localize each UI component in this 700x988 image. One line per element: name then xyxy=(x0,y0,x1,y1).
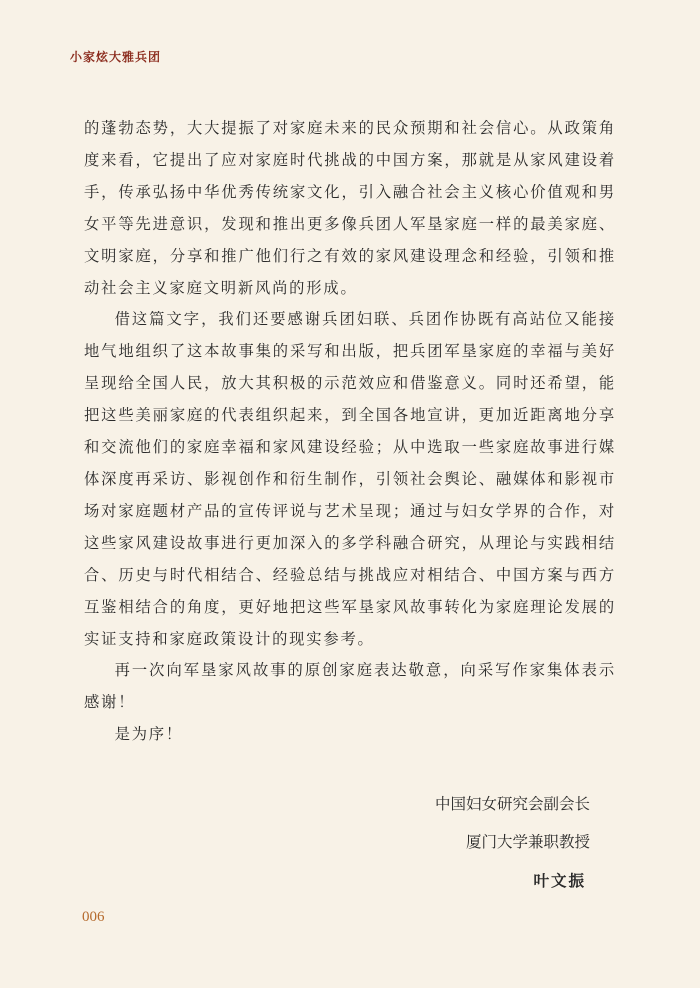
signature-block xyxy=(0,786,590,900)
signature-affiliation: 厦门大学兼职教授 xyxy=(465,834,590,851)
paragraph-continuation: 的蓬勃态势，大大提振了对家庭未来的民众预期和社会信心。从政策角度来看，它提出了应对家庭时代挑战的中国方案，那就是从家风建设着手，传承弘扬中华优秀传统家文化，引入融合社会主义核心价值观和男女平等先进意识，发现和推出更多像兵团人军垦家庭一样的最美家庭、文明家庭，分享和推广他们行之有效的家风建设理念和经验，引领和推动社会主义家庭文明新风尚的形成。 xyxy=(84,119,616,297)
paragraph-gratitude: 再一次向军垦家风故事的原创家庭表达敬意，向采写作家集体表示感谢！ xyxy=(84,661,616,712)
body-text xyxy=(84,113,616,751)
paragraph-acknowledgement: 借这篇文字，我们还要感谢兵团妇联、兵团作协既有高站位又能接地气地组织了这本故事集的采写和出版，把兵团军垦家庭的幸福与美好呈现给全国人民，放大其积极的示范效应和借鉴意义。同时还希望，能把这些美丽家庭的代表组织起来，到全国各地宣讲，更加近距离地分享和交流他们的家庭幸福和家风建设经验；从中选取一些家庭故事进行媒体深度再采访、影视创作和衍生制作，引领社会舆论、融媒体和影视市场对家庭题材产品的宣传评说与艺术呈现；通过与妇女学界的合作，对这些家风建设故事进行更加深入的多学科融合研究，从理论与实践相结合、历史与时代相结合、经验总结与挑战应对相结合、中国方案与西方互鉴相结合的角度，更好地把这些军垦家风故事转化为家庭理论发展的实证支持和家庭政策设计的现实参考。 xyxy=(84,310,616,648)
paragraph-closing: 是为序！ xyxy=(114,725,183,744)
running-header: 小家炫大雅兵团 xyxy=(70,50,162,64)
signature-name: 叶文振 xyxy=(533,871,586,890)
signature-title: 中国妇女研究会副会长 xyxy=(434,796,590,813)
page-number: 006 xyxy=(82,909,105,925)
